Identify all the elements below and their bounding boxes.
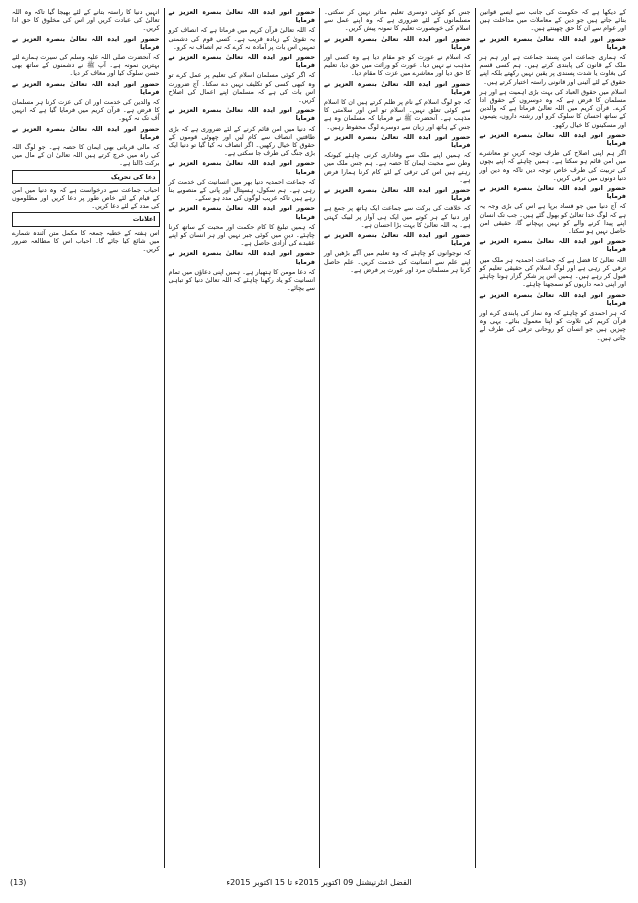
page-number: (13)	[10, 878, 27, 887]
paragraph-heading: حضور انور ایدہ اللہ تعالیٰ بنصرہ العزیز نے فرمایا	[479, 290, 626, 307]
page-footer	[0, 876, 638, 894]
paragraph-heading: حضور انور ایدہ اللہ تعالیٰ بنصرہ العزیز نے فرمایا	[12, 79, 160, 96]
paragraph-heading: حضور انور ایدہ اللہ تعالیٰ بنصرہ العزیز نے فرمایا	[12, 34, 160, 51]
article-paragraph: کہ دعا مومن کا ہتھیار ہے۔ ہمیں اپنی دعاؤں میں تمام انسانیت کو یاد رکھنا چاہئے کہ اللہ تعالیٰ دنیا کو تباہی سے بچائے۔	[168, 267, 315, 293]
paragraph-heading: حضور انور ایدہ اللہ تعالیٰ بنصرہ العزیز نے فرمایا	[479, 130, 626, 148]
paragraph-heading: حضور انور ایدہ اللہ تعالیٰ بنصرہ العزیز نے فرمایا	[324, 132, 471, 150]
paragraph-heading: حضور انور ایدہ اللہ تعالیٰ بنصرہ العزیز نے فرمایا	[479, 34, 626, 51]
article-paragraph: اللہ تعالیٰ کا فضل ہے کہ جماعت احمدیہ ہر ملک میں ترقی کر رہی ہے اور لوگ اسلام کی حقیقی تعلیم کو قبول کر رہے ہیں۔ ہمیں اس پر شکر گزار ہونا چاہئے اور اپنی ذمہ داریوں کو سمجھنا چاہئے۔	[479, 255, 626, 289]
article-paragraph: اسلام میں حقوق العباد کی بہت بڑی اہمیت ہے اور ہر مسلمان کا فرض ہے کہ وہ دوسروں کے حقوق ادا کرے۔ قرآن کریم میں اللہ تعالیٰ فرماتا ہے کہ والدین کے ساتھ احسان کا سلوک کرو اور رشتہ داروں، یتیموں اور مسکینوں کا خیال رکھو۔	[479, 87, 626, 129]
paragraph-heading: حضور انور ایدہ اللہ تعالیٰ بنصرہ العزیز نے فرمایا	[168, 106, 315, 123]
article-paragraph: اس ہفتہ کے خطبہ جمعہ کا مکمل متن آئندہ شمارے میں شائع کیا جائے گا۔ احباب اس کا مطالعہ ضرور کریں۔	[12, 228, 160, 254]
article-paragraph: کہ ہمیں اپنے ملک سے وفاداری کرنی چاہئے کیونکہ وطن سے محبت ایمان کا حصہ ہے۔ ہم جس ملک میں رہتے ہیں اس کی ترقی کے لئے کام کرنا ہمارا فرض ہے۔	[324, 151, 471, 184]
paragraph-heading: حضور انور ایدہ اللہ تعالیٰ بنصرہ العزیز نے فرمایا	[479, 184, 626, 201]
article-paragraph: کہ ہماری جماعت امن پسند جماعت ہے اور ہم ہر ملک کے قانون کی پابندی کرتے ہیں۔ ہم کسی قسم کی بغاوت یا شدت پسندی پر یقین نہیں رکھتے بلکہ اپنے حقوق کے لئے آئینی اور قانونی راستہ اختیار کرتے ہیں۔	[479, 53, 626, 86]
article-paragraph: کہ ہمیں تبلیغ کا کام حکمت اور محبت کے ساتھ کرنا چاہئے۔ دین میں کوئی جبر نہیں اور ہر انسان کو اپنے عقیدے کی آزادی حاصل ہے۔	[168, 222, 315, 248]
paragraph-heading: حضور انور ایدہ اللہ تعالیٰ بنصرہ العزیز نے فرمایا	[168, 159, 315, 176]
paragraph-heading: حضور انور ایدہ اللہ تعالیٰ بنصرہ العزیز نے فرمایا	[324, 231, 471, 248]
publication-line: الفضل انٹرنیشنل 09 اکتوبر 2015ء تا 15 اکتوبر 2015ء	[226, 878, 412, 887]
article-paragraph: کہ جو لوگ اسلام کے نام پر ظلم کرتے ہیں ان کا اسلام سے کوئی تعلق نہیں۔ اسلام تو امن اور سلامتی کا مذہب ہے۔ آنحضرت ﷺ نے فرمایا کہ مسلمان وہ ہے جس کے ہاتھ اور زبان سے دوسرے لوگ محفوظ رہیں۔	[324, 98, 471, 131]
article-paragraph: کہ اگر کوئی مسلمان اسلام کی تعلیم پر عمل کرے تو وہ کبھی کسی کو تکلیف نہیں دے سکتا۔ آج ضرورت اس بات کی ہے کہ مسلمان اپنے اعمال کی اصلاح کریں۔	[168, 71, 315, 105]
article-paragraph: احباب جماعت سے درخواست ہے کہ وہ دنیا میں امن کے قیام کے لئے خاص طور پر دعا کریں اور مظلوموں کی مدد کے لئے دعا کریں۔	[12, 185, 160, 211]
article-paragraph: کہ دنیا میں امن قائم کرنے کے لئے ضروری ہے کہ بڑی طاقتیں انصاف سے کام لیں اور چھوٹی قوموں کے حقوق کا خیال رکھیں۔ اگر انصاف نہ کیا گیا تو دنیا ایک بڑی جنگ کی طرف جا سکتی ہے۔	[168, 124, 315, 158]
article-paragraph: کہ جماعت احمدیہ دنیا بھر میں انسانیت کی خدمت کر رہی ہے۔ ہم سکول، ہسپتال اور پانی کے منصوبے بنا رہے ہیں تاکہ غریب لوگوں کی مدد ہو سکے۔	[168, 177, 315, 203]
paragraph-heading: حضور انور ایدہ اللہ تعالیٰ بنصرہ العزیز نے فرمایا	[324, 79, 471, 96]
column-1	[475, 8, 631, 868]
article-paragraph: کہ اسلام نے عورت کو جو مقام دیا ہے وہ کسی اور مذہب نے نہیں دیا۔ عورت کو وراثت میں حق دیا، تعلیم کا حق دیا اور معاشرے میں عزت کا مقام دیا۔	[324, 53, 471, 78]
column-3	[164, 8, 320, 868]
article-columns	[8, 8, 630, 868]
article-paragraph: کہ خلافت کی برکت سے جماعت ایک ہاتھ پر جمع ہے اور دنیا کے ہر کونے میں ایک ہی آواز پر لبیک کہتی ہے۔ یہ اللہ تعالیٰ کا بہت بڑا احسان ہے۔	[324, 204, 471, 229]
boxed-heading: اعلانات	[12, 212, 160, 226]
column-4	[8, 8, 164, 868]
paragraph-heading: حضور انور ایدہ اللہ تعالیٰ بنصرہ العزیز نے فرمایا	[12, 124, 160, 141]
article-paragraph: کہ ہر احمدی کو چاہئے کہ وہ نماز کی پابندی کرے اور قرآن کریم کی تلاوت کو اپنا معمول بنائے۔ یہی وہ چیزیں ہیں جو انسان کو روحانی ترقی کی طرف لے جاتی ہیں۔	[479, 308, 626, 342]
column-2	[319, 8, 475, 868]
paragraph-heading: حضور انور ایدہ اللہ تعالیٰ بنصرہ العزیز نے فرمایا	[479, 237, 626, 254]
article-paragraph: کہ نوجوانوں کو چاہئے کہ وہ تعلیم میں آگے بڑھیں اور اپنے علم سے انسانیت کی خدمت کریں۔ علم حاصل کرنا ہر مسلمان مرد اور عورت پر فرض ہے۔	[324, 249, 471, 274]
article-paragraph: کہ آج دنیا میں جو فساد برپا ہے اس کی بڑی وجہ یہ ہے کہ لوگ خدا تعالیٰ کو بھول گئے ہیں۔ جب تک انسان اپنے پیدا کرنے والے کو نہیں پہچانے گا، حقیقی امن حاصل نہیں ہو سکتا۔	[479, 202, 626, 236]
article-paragraph: کہ مالی قربانی بھی ایمان کا حصہ ہے۔ جو لوگ اللہ کی راہ میں خرچ کرتے ہیں اللہ تعالیٰ ان کے مال میں برکت ڈالتا ہے۔	[12, 143, 160, 168]
paragraph-heading: حضور انور ایدہ اللہ تعالیٰ بنصرہ العزیز نے فرمایا	[168, 204, 315, 221]
article-paragraph: کہ آنحضرت صلی اللہ علیہ وسلم کی سیرت ہمارے لئے بہترین نمونہ ہے۔ آپ ﷺ نے دشمنوں کے ساتھ بھی حسن سلوک کیا اور معاف کر دیا۔	[12, 53, 160, 78]
article-paragraph: اگر ہم اپنی اصلاح کی طرف توجہ کریں تو معاشرے میں امن قائم ہو سکتا ہے۔ ہمیں چاہئے کہ اپنے بچوں کی تربیت کی طرف خاص توجہ دیں تاکہ وہ دین اور دنیا دونوں میں ترقی کریں۔	[479, 149, 626, 182]
paragraph-heading: حضور انور ایدہ اللہ تعالیٰ بنصرہ العزیز نے فرمایا	[168, 249, 315, 266]
paragraph-heading: حضور انور ایدہ اللہ تعالیٰ بنصرہ العزیز نے فرمایا	[324, 34, 471, 51]
paragraph-heading: حضور انور ایدہ اللہ تعالیٰ بنصرہ العزیز نے فرمایا	[168, 53, 315, 70]
paragraph-heading: حضور انور ایدہ اللہ تعالیٰ بنصرہ العزیز نے فرمایا	[168, 8, 315, 25]
article-paragraph: کے دیکھا ہے کہ حکومت کی جانب سے ایسے قوانین بنائے جاتے ہیں جو دین کے معاملات میں مداخلت ہیں اور عوام سے ان کا حق چھینتے ہیں۔	[479, 8, 626, 33]
article-paragraph: جس کو کوئی دوسری تعلیم متاثر نہیں کر سکتی۔ مسلمانوں کے لئے ضروری ہے کہ وہ اپنے عمل سے اسلام کی خوبصورت تعلیم کا نمونہ پیش کریں۔	[324, 8, 471, 33]
article-paragraph: کہ والدین کی خدمت اور ان کی عزت کرنا ہر مسلمان کا فرض ہے۔ قرآن کریم میں فرمایا گیا ہے کہ انہیں اُف تک نہ کہو۔	[12, 98, 160, 123]
article-paragraph: کہ اللہ تعالیٰ قرآن کریم میں فرماتا ہے کہ انصاف کرو یہ تقویٰ کے زیادہ قریب ہے۔ کسی قوم کی دشمنی تمہیں اس بات پر آمادہ نہ کرے کہ تم انصاف نہ کرو۔	[168, 26, 315, 51]
boxed-heading: دعا کی تحریک	[12, 170, 160, 184]
paragraph-heading: حضور انور ایدہ اللہ تعالیٰ بنصرہ العزیز نے فرمایا	[324, 186, 471, 203]
newspaper-page	[8, 8, 630, 868]
article-paragraph: انہیں دنیا کا راستہ بتانے کے لئے بھیجا گیا تاکہ وہ اللہ تعالیٰ کی عبادت کریں اور اس کی مخلوق کا حق ادا کریں۔	[12, 8, 160, 33]
